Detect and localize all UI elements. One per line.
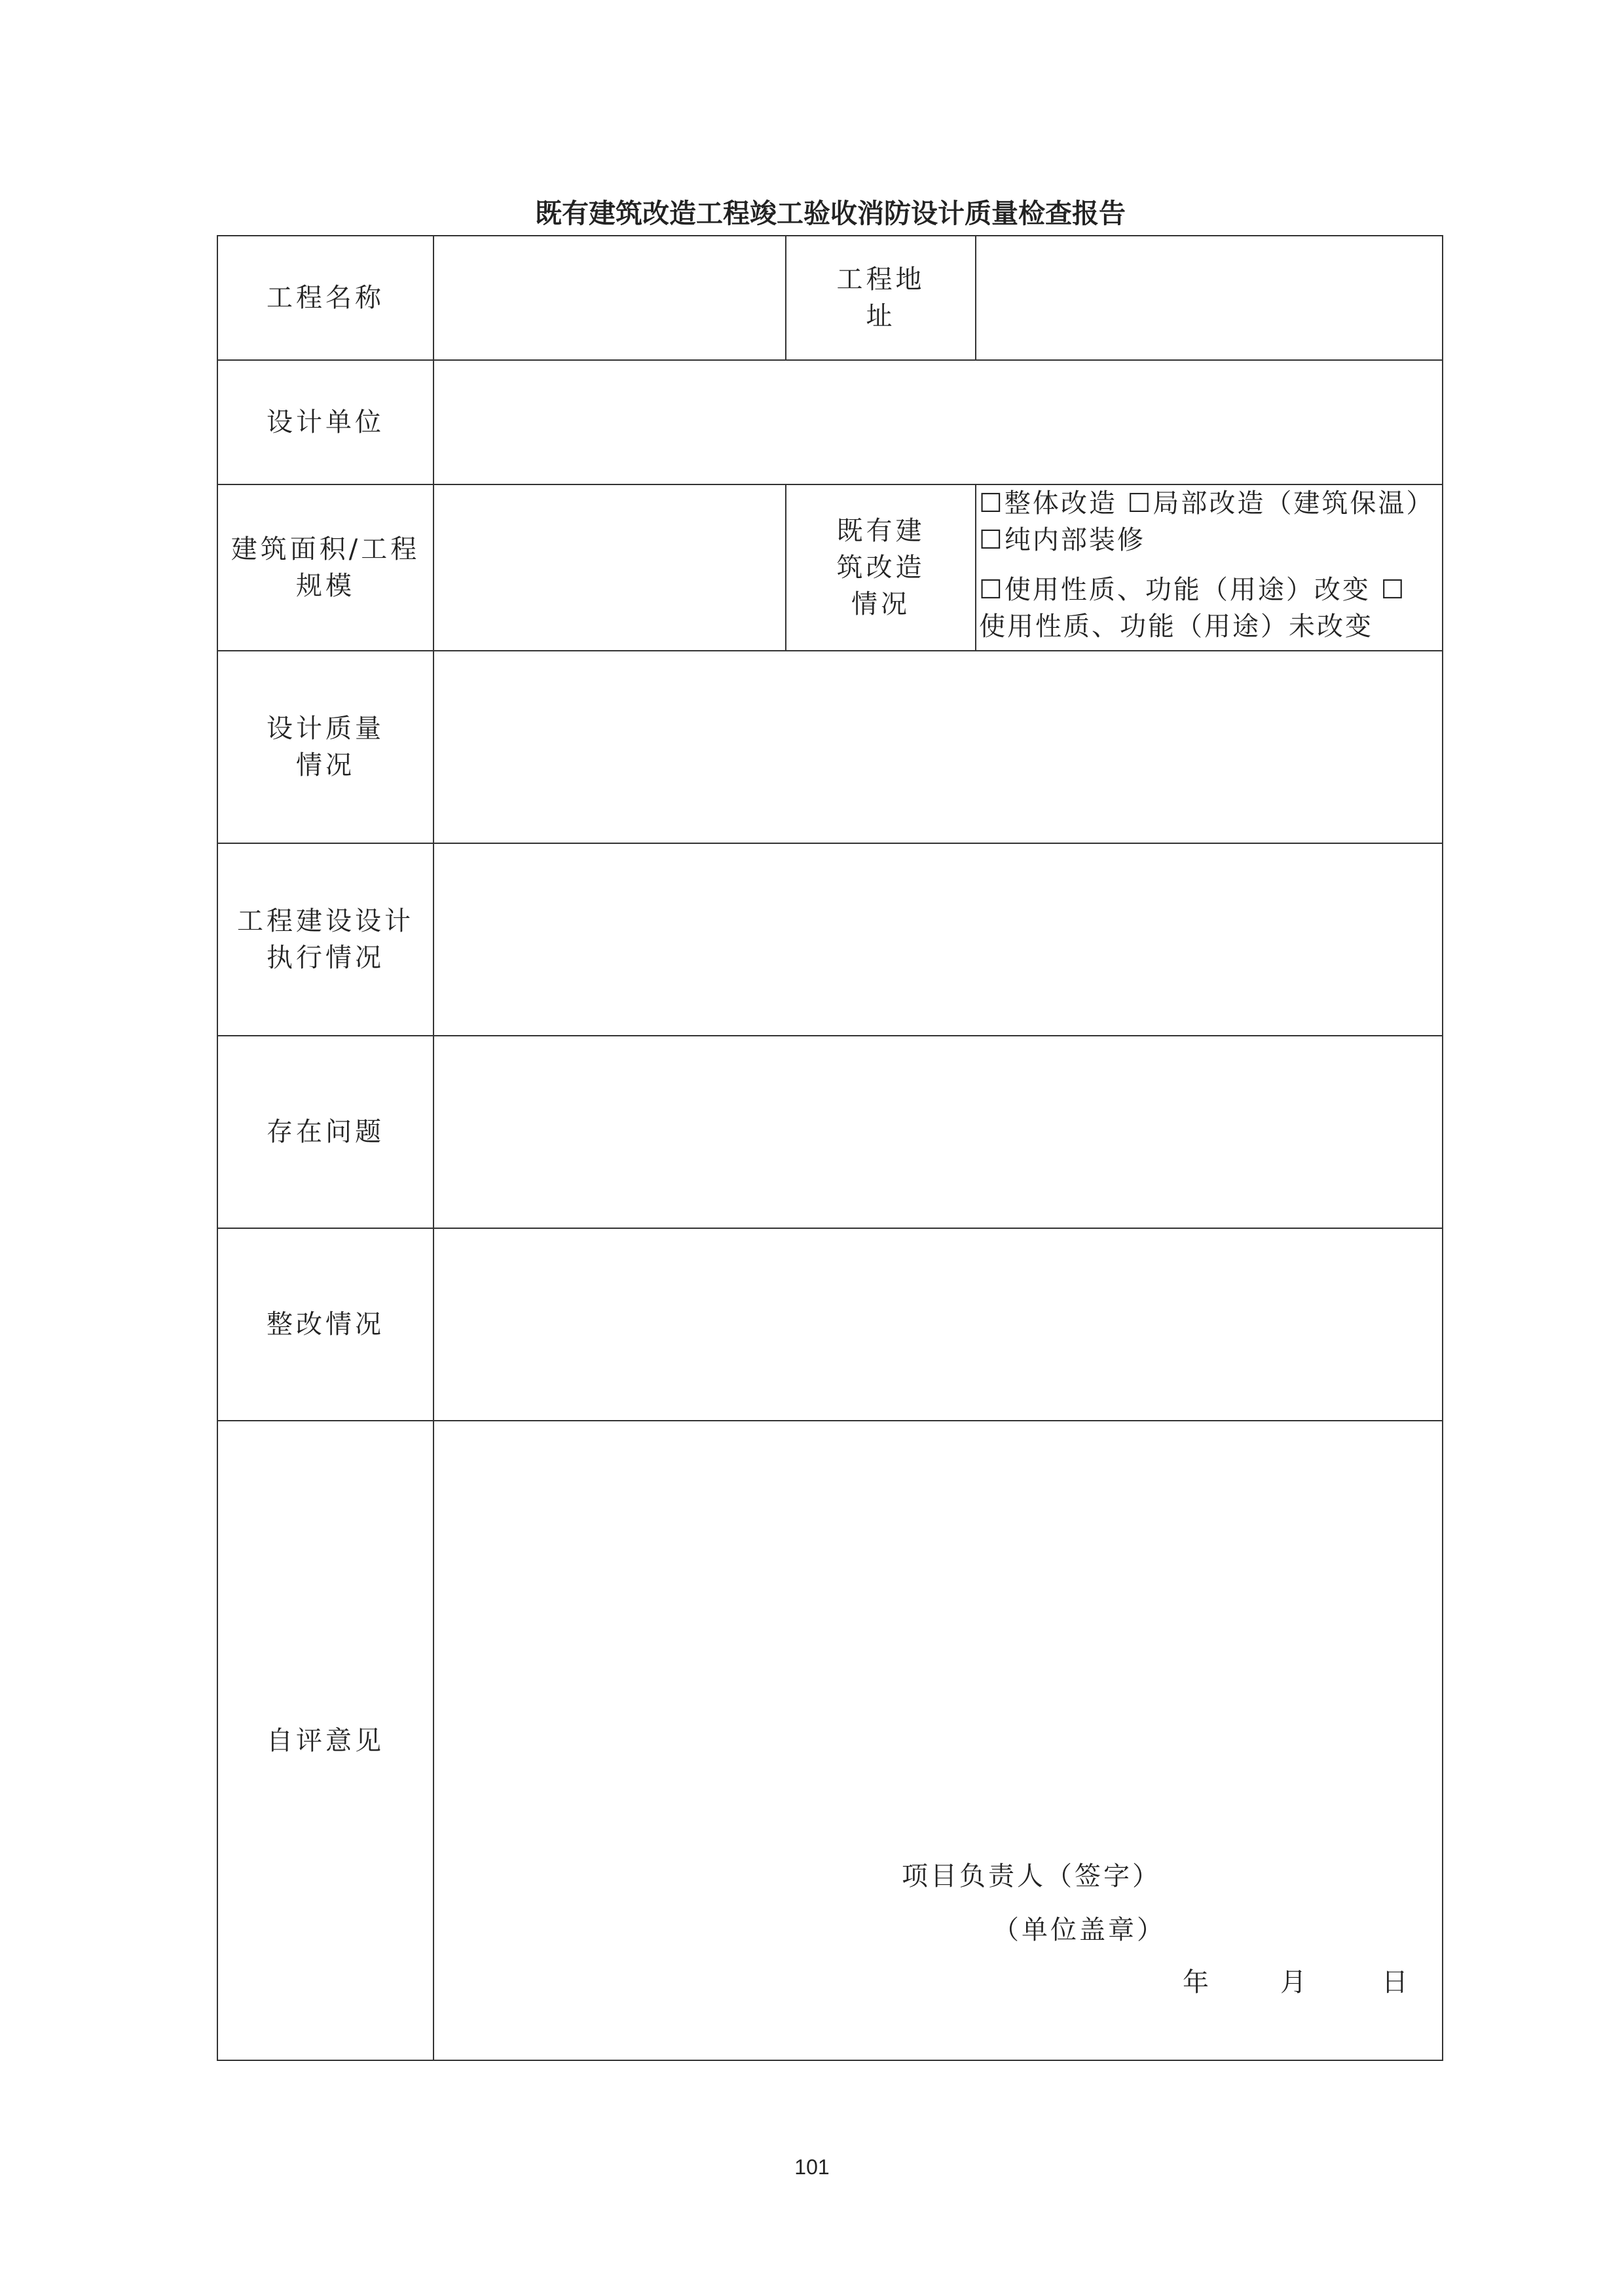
self-eval-label: 自评意见 xyxy=(267,1725,384,1756)
rectification-field[interactable] xyxy=(433,1228,1443,1421)
project-address-label-line1: 工程地 xyxy=(836,264,925,295)
execution-label-line2: 执行情况 xyxy=(267,943,384,973)
building-area-label-line2: 规模 xyxy=(295,571,355,601)
date-year: 年 xyxy=(1183,1967,1211,1997)
date-day: 日 xyxy=(1382,1967,1411,1997)
renovation-label-line1: 既有建 xyxy=(836,516,925,546)
building-area-field[interactable] xyxy=(433,484,786,651)
self-eval-label-cell xyxy=(217,1420,434,2061)
design-unit-field[interactable] xyxy=(433,359,1443,485)
design-quality-label-line1: 设计质量 xyxy=(267,714,384,744)
project-name-field[interactable] xyxy=(433,235,786,361)
project-address-field[interactable] xyxy=(975,235,1443,361)
design-unit-label-cell xyxy=(217,359,434,485)
project-name-label: 工程名称 xyxy=(267,283,384,313)
renovation-label-cell xyxy=(785,484,976,651)
execution-field[interactable] xyxy=(433,843,1443,1036)
renovation-options-cell xyxy=(975,484,1443,651)
page-number: 101 xyxy=(794,2155,830,2179)
renovation-option-use-changed[interactable]: ☐使用性质、功能（用途）改变 ☐ xyxy=(979,575,1407,605)
document-title: 既有建筑改造工程竣工验收消防设计质量检查报告 xyxy=(535,198,1126,229)
building-area-label-line1: 建筑面积/工程 xyxy=(231,534,420,564)
execution-label-cell xyxy=(217,843,434,1036)
renovation-label-line3: 情况 xyxy=(851,589,910,619)
unit-seal[interactable]: （单位盖章） xyxy=(993,1915,1166,1945)
execution-label-line1: 工程建设设计 xyxy=(237,906,414,936)
project-manager-signature[interactable]: 项目负责人（签字） xyxy=(902,1861,1161,1891)
renovation-option-whole-partial[interactable]: ☐整体改造 ☐局部改造（建筑保温） xyxy=(979,488,1435,519)
design-quality-label-line2: 情况 xyxy=(296,750,355,780)
project-name-label-cell xyxy=(217,235,434,361)
renovation-option-use-unchanged[interactable]: 使用性质、功能（用途）未改变 xyxy=(979,611,1373,642)
design-unit-label: 设计单位 xyxy=(267,407,384,437)
issues-field[interactable] xyxy=(433,1035,1443,1229)
rectification-label-cell xyxy=(217,1228,434,1421)
design-quality-field[interactable] xyxy=(433,650,1443,844)
date-month: 月 xyxy=(1280,1967,1309,1997)
renovation-label-line2: 筑改造 xyxy=(836,553,925,583)
rectification-label: 整改情况 xyxy=(267,1309,384,1339)
design-quality-label-cell xyxy=(217,650,434,844)
issues-label: 存在问题 xyxy=(267,1117,384,1147)
building-area-label-cell xyxy=(217,484,434,651)
issues-label-cell xyxy=(217,1035,434,1229)
project-address-label-line2: 址 xyxy=(866,301,896,331)
renovation-option-interior[interactable]: ☐纯内部装修 xyxy=(979,525,1145,555)
project-address-label-cell xyxy=(785,235,976,361)
